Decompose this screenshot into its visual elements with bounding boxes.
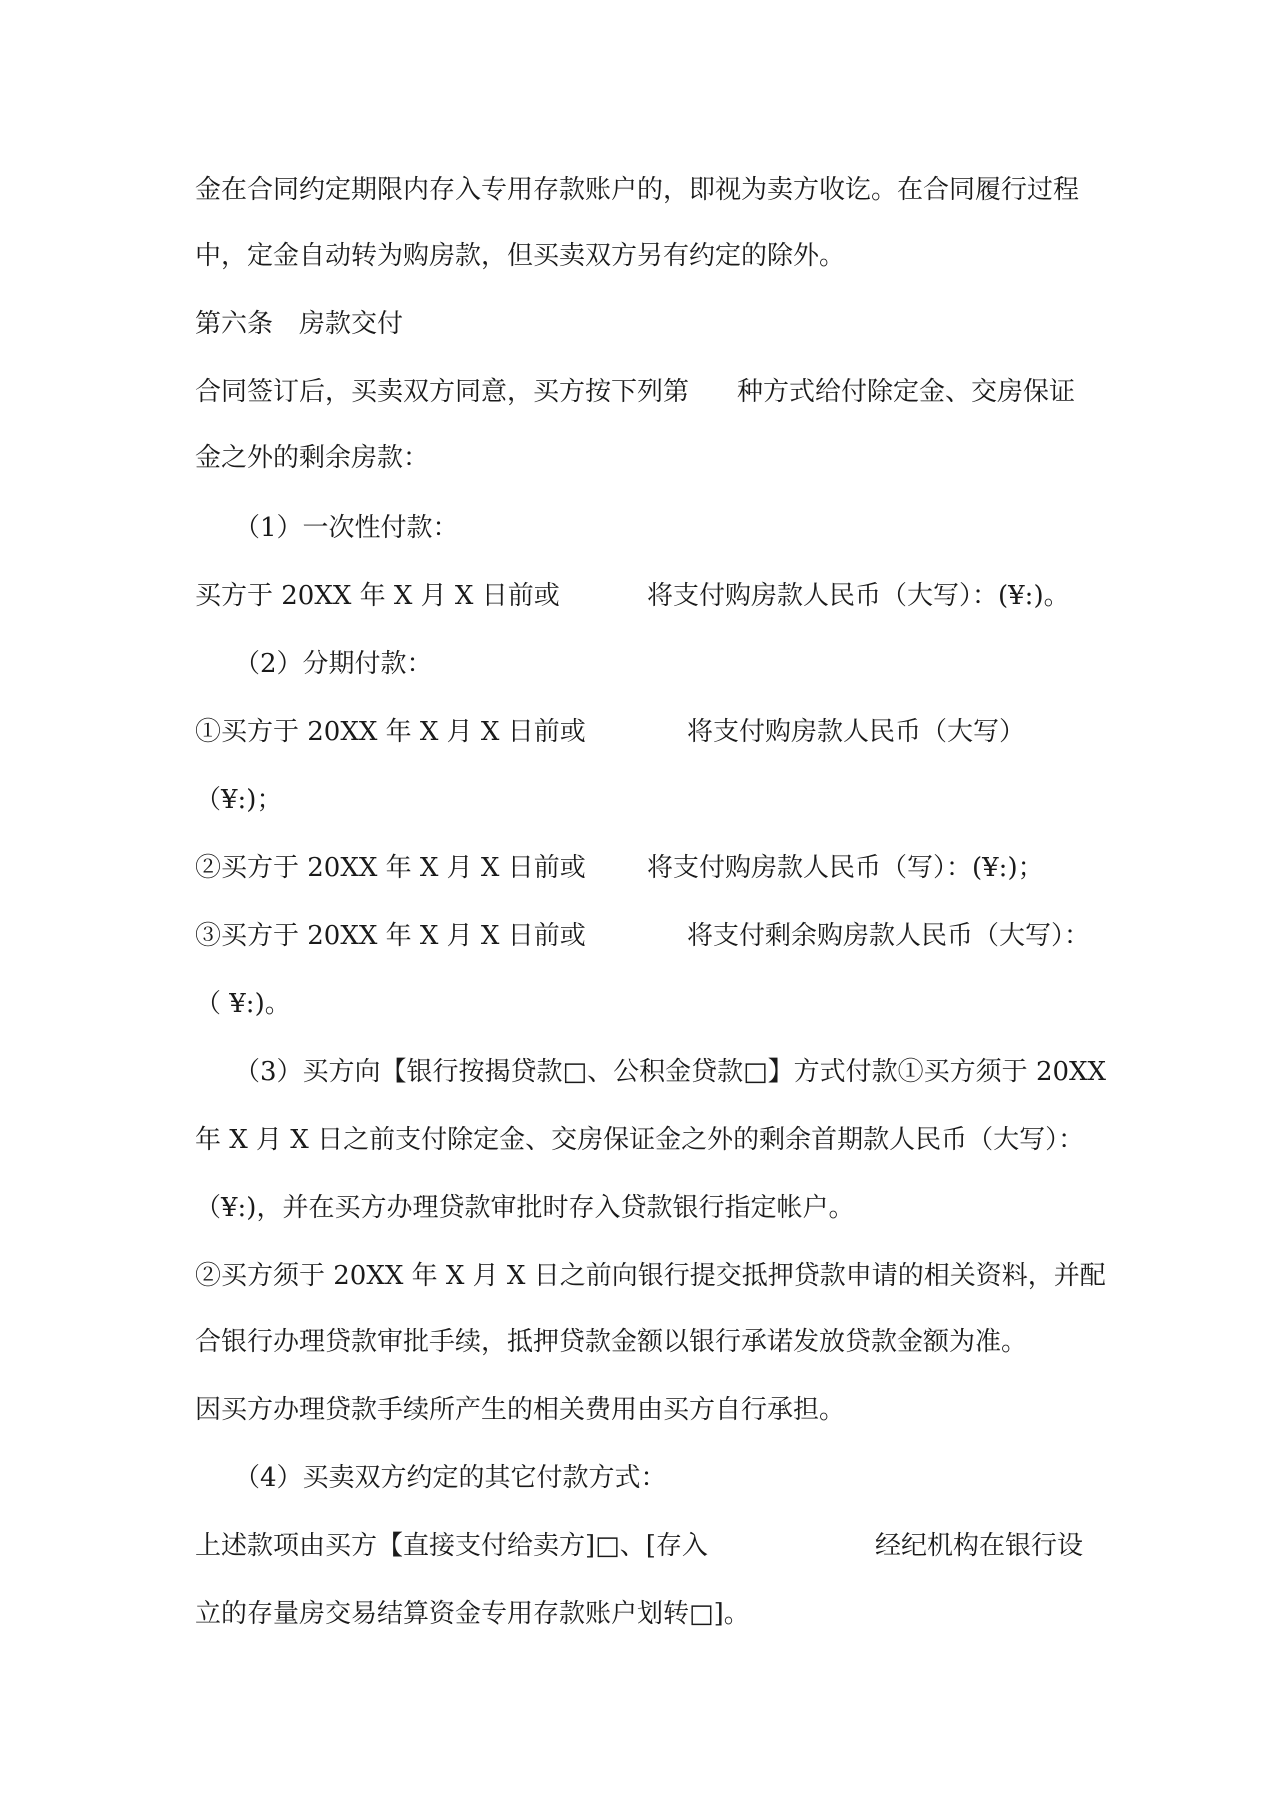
paragraph-line: 立的存量房交易结算资金专用存款账户划转□]。 — [195, 1599, 750, 1629]
article-heading: 第六条 房款交付 — [195, 309, 404, 339]
paragraph-line — [195, 712, 1026, 752]
text-segment: 将支付购房款人民币（大写） — [687, 717, 1026, 747]
paragraph-line: 因买方办理贷款手续所产生的相关费用由买方自行承担。 — [195, 1395, 846, 1425]
paragraph-line: 合银行办理贷款审批手续，抵押贷款金额以银行承诺发放贷款金额为准。 — [195, 1327, 1028, 1357]
clause-heading: （2）分期付款： — [234, 649, 433, 679]
paragraph-line: ②买方须于 20XX 年 X 月 X 日之前向银行提交抵押贷款申请的相关资料，并配 — [195, 1261, 1106, 1291]
clause-heading: （4）买卖双方约定的其它付款方式： — [234, 1463, 667, 1493]
paragraph-line: 中，定金自动转为购房款，但买卖双方另有约定的除外。 — [195, 241, 846, 271]
paragraph-line: （¥:)； — [195, 785, 283, 815]
text-segment: 合同签订后，买卖双方同意，买方按下列第 — [195, 377, 690, 407]
text-segment: 种方式给付除定金、交房保证 — [737, 377, 1076, 407]
paragraph-line — [195, 372, 1076, 412]
paragraph-line: （¥:)，并在买方办理贷款审批时存入贷款银行指定帐户。 — [195, 1193, 855, 1223]
text-segment: ②买方于 20XX 年 X 月 X 日前或 — [195, 853, 586, 883]
text-segment: ①买方于 20XX 年 X 月 X 日前或 — [195, 717, 586, 747]
text-segment: 经纪机构在银行设 — [875, 1531, 1084, 1561]
paragraph-line — [195, 916, 1091, 956]
paragraph-line: 金之外的剩余房款： — [195, 443, 430, 473]
text-segment: 将支付剩余购房款人民币（大写）： — [687, 921, 1091, 951]
paragraph-line — [195, 848, 1044, 888]
paragraph-line: 金在合同约定期限内存入专用存款账户的，即视为卖方收讫。在合同履行过程 — [195, 175, 1080, 205]
text-segment: 买方于 20XX 年 X 月 X 日前或 — [195, 581, 560, 611]
paragraph-line: （ ¥:)。 — [195, 989, 291, 1019]
clause-heading: （3）买方向【银行按揭贷款□、公积金贷款□】方式付款①买方须于 20XX — [234, 1057, 1107, 1087]
clause-heading: （1）一次性付款： — [234, 513, 459, 543]
paragraph-line: 年 X 月 X 日之前支付除定金、交房保证金之外的剩余首期款人民币（大写）： — [195, 1125, 1085, 1155]
text-segment: 将支付购房款人民币（写）：(¥:)； — [647, 853, 1044, 883]
text-segment: ③买方于 20XX 年 X 月 X 日前或 — [195, 921, 586, 951]
text-segment: 上述款项由买方【直接支付给卖方]□、[存入 — [195, 1531, 708, 1561]
text-segment: 将支付购房款人民币（大写）：(¥:)。 — [647, 581, 1070, 611]
paragraph-line — [195, 576, 1070, 616]
paragraph-line — [195, 1526, 1084, 1566]
